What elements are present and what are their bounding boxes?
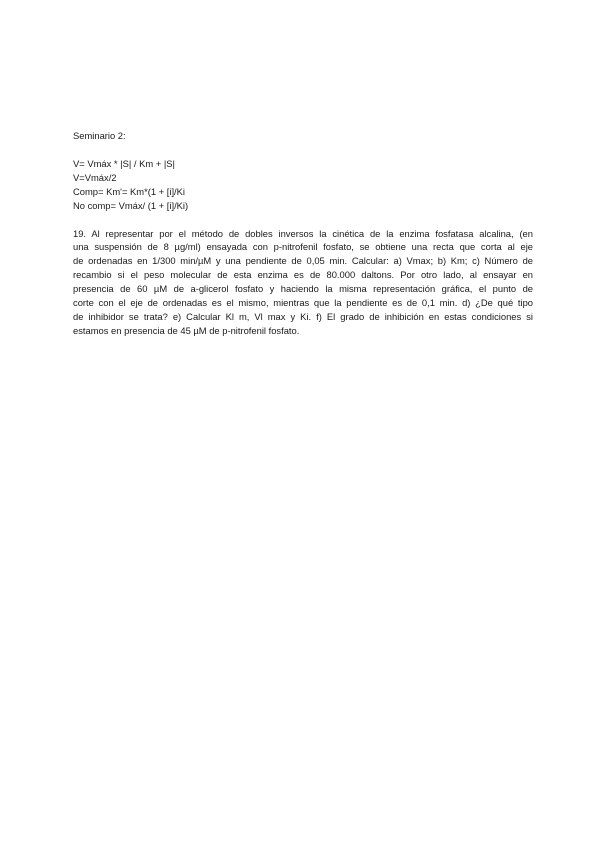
- problem-line: de ordenadas en 1/300 min/µM y una pendiente de 0,05 min. Calcular: a) Vmax; b) Km; c) Número de: [73, 255, 533, 267]
- formula-half-vmax: V=Vmáx/2: [73, 171, 117, 183]
- formula-competitive: Comp= Km'= Km*(1 + [i]/Ki: [73, 185, 185, 197]
- formula-michaelis-menten: V= Vmáx * |S| / Km + |S|: [73, 157, 175, 169]
- problem-line: corte con el eje de ordenadas es el mismo, mientras que la pendiente es de 0,1 min. d) ¿De qué tipo: [73, 297, 533, 309]
- seminar-heading: Seminario 2:: [73, 130, 126, 141]
- problem-line: presencia de 60 µM de a-glicerol fosfato y haciendo la misma representación gráfica, el punto de: [73, 283, 533, 295]
- problem-line: de inhibidor se trata? e) Calcular Kl m, Vl max y Ki. f) El grado de inhibición en estas condiciones si: [73, 310, 533, 322]
- problem-19: [73, 227, 533, 338]
- problem-line: 19. Al representar por el método de dobles inversos la cinética de la enzima fosfatasa alcalina, (en: [73, 227, 533, 239]
- formula-non-competitive: No comp= Vmáx/ (1 + [i]/Ki): [73, 199, 189, 211]
- document-content: [73, 129, 533, 338]
- formula-block: [73, 157, 533, 213]
- problem-line: recambio si el peso molecular de esta enzima es de 80.000 daltons. Por otro lado, al ensayar en: [73, 269, 533, 281]
- problem-line: una suspensión de 8 µg/ml) ensayada con p-nitrofenil fosfato, se obtiene una recta que corta al eje: [73, 241, 533, 253]
- problem-line: estamos en presencia de 45 µM de p-nitrofenil fosfato.: [73, 324, 300, 336]
